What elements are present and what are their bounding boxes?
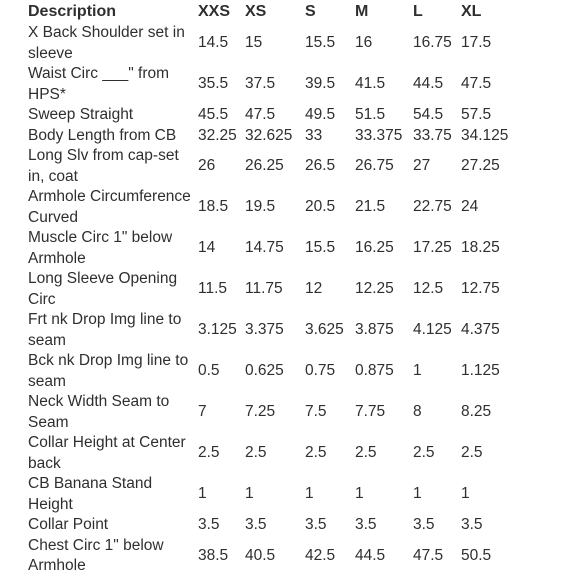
measurement-cell: 39.5 bbox=[305, 75, 336, 93]
measurement-cell: 15 bbox=[245, 34, 263, 52]
measurement-cell: 33 bbox=[305, 126, 323, 144]
measurement-cell: 3.875 bbox=[355, 321, 394, 339]
measurement-cell: 1.125 bbox=[461, 362, 500, 380]
measurement-cell: 14.75 bbox=[245, 239, 284, 257]
measurement-cell: 50.5 bbox=[461, 546, 492, 564]
measurement-cell: 11.75 bbox=[245, 280, 283, 298]
measurement-cell: 1 bbox=[413, 362, 422, 380]
measurement-cell: 47.5 bbox=[413, 546, 444, 564]
measurement-cell: 35.5 bbox=[198, 75, 229, 93]
table-row bbox=[23, 351, 516, 392]
column-header-size: XS bbox=[245, 3, 267, 20]
table-row bbox=[23, 64, 516, 105]
measurement-cell: 16 bbox=[355, 34, 373, 52]
row-label: Armhole Circumference Curved bbox=[28, 188, 191, 226]
measurement-cell: 45.5 bbox=[198, 106, 229, 123]
table-row bbox=[23, 126, 516, 147]
table-row bbox=[23, 392, 516, 433]
measurement-cell: 38.5 bbox=[198, 546, 229, 564]
measurement-cell: 22.75 bbox=[413, 198, 452, 216]
row-label: Muscle Circ 1" below Armhole bbox=[28, 229, 173, 267]
measurement-cell: 16.75 bbox=[413, 34, 452, 52]
table-row bbox=[23, 228, 516, 269]
measurement-cell: 34.125 bbox=[461, 126, 509, 144]
column-header-size: XXS bbox=[198, 3, 231, 20]
table-row bbox=[23, 187, 516, 228]
measurement-cell: 12.5 bbox=[413, 280, 444, 298]
table-body bbox=[23, 23, 516, 577]
measurement-cell: 49.5 bbox=[305, 106, 336, 123]
measurement-cell: 4.125 bbox=[413, 321, 452, 339]
row-label: Waist Circ ___" from HPS* bbox=[28, 65, 170, 103]
measurement-cell: 1 bbox=[461, 485, 470, 503]
measurement-cell: 19.5 bbox=[245, 198, 276, 216]
measurement-table bbox=[23, 1, 516, 577]
measurement-cell: 26.75 bbox=[355, 157, 394, 175]
measurement-cell: 17.5 bbox=[461, 34, 492, 52]
row-label: Long Slv from cap-set in, coat bbox=[28, 147, 179, 185]
measurement-cell: 3.125 bbox=[198, 321, 237, 339]
measurement-cell: 33.75 bbox=[413, 126, 452, 144]
row-label: Sweep Straight bbox=[28, 106, 134, 123]
measurement-cell: 8.25 bbox=[461, 403, 492, 421]
measurement-cell: 2.5 bbox=[461, 444, 483, 462]
measurement-cell: 18.5 bbox=[198, 198, 229, 216]
measurement-cell: 54.5 bbox=[413, 106, 444, 123]
measurement-cell: 3.5 bbox=[245, 516, 267, 533]
measurement-cell: 33.375 bbox=[355, 126, 403, 144]
table-row bbox=[23, 146, 516, 187]
measurement-cell: 3.5 bbox=[355, 516, 377, 533]
header-row bbox=[23, 1, 516, 23]
table-row bbox=[23, 474, 516, 515]
measurement-cell: 42.5 bbox=[305, 546, 336, 564]
measurement-cell: 15.5 bbox=[305, 34, 336, 52]
row-label: X Back Shoulder set in sleeve bbox=[28, 24, 185, 62]
row-label: Long Sleeve Opening Circ bbox=[28, 270, 178, 308]
measurement-cell: 51.5 bbox=[355, 106, 386, 123]
measurement-cell: 16.25 bbox=[355, 239, 394, 257]
row-label: Body Length from CB bbox=[28, 126, 177, 144]
measurement-cell: 3.5 bbox=[198, 516, 220, 533]
measurement-cell: 40.5 bbox=[245, 546, 276, 564]
measurement-cell: 26 bbox=[198, 157, 216, 175]
row-label: Neck Width Seam to Seam bbox=[28, 393, 170, 431]
measurement-cell: 1 bbox=[245, 485, 254, 503]
measurement-cell: 1 bbox=[413, 485, 422, 503]
measurement-cell: 26.5 bbox=[305, 157, 336, 175]
table-row bbox=[23, 269, 516, 310]
measurement-cell: 0.875 bbox=[355, 362, 394, 380]
table-row bbox=[23, 536, 516, 577]
measurement-cell: 0.75 bbox=[305, 362, 336, 380]
column-header-description: Description bbox=[28, 3, 117, 20]
measurement-cell: 1 bbox=[198, 485, 207, 503]
measurement-cell: 15.5 bbox=[305, 239, 336, 257]
measurement-cell: 20.5 bbox=[305, 198, 336, 216]
measurement-cell: 18.25 bbox=[461, 239, 500, 257]
measurement-cell: 14.5 bbox=[198, 34, 229, 52]
table-row bbox=[23, 23, 516, 64]
row-label: Chest Circ 1" below Armhole bbox=[28, 536, 164, 574]
measurement-cell: 44.5 bbox=[355, 546, 386, 564]
column-header-size: M bbox=[355, 3, 369, 20]
table-row bbox=[23, 433, 516, 474]
measurement-cell: 32.25 bbox=[198, 126, 237, 144]
measurement-cell: 32.625 bbox=[245, 126, 293, 144]
measurement-cell: 57.5 bbox=[461, 106, 492, 123]
measurement-cell: 17.25 bbox=[413, 239, 452, 257]
measurement-cell: 8 bbox=[413, 403, 422, 421]
measurement-cell: 21.5 bbox=[355, 198, 386, 216]
measurement-cell: 1 bbox=[355, 485, 364, 503]
measurement-cell: 12.25 bbox=[355, 280, 394, 298]
measurement-cell: 7.5 bbox=[305, 403, 327, 421]
measurement-cell: 3.5 bbox=[461, 516, 483, 533]
measurement-cell: 14 bbox=[198, 239, 216, 257]
measurement-cell: 0.5 bbox=[198, 362, 220, 380]
measurement-cell: 27.25 bbox=[461, 157, 500, 175]
measurement-cell: 3.5 bbox=[413, 516, 435, 533]
row-label: Collar Point bbox=[28, 516, 109, 533]
row-label: Frt nk Drop Img line to seam bbox=[28, 311, 182, 349]
measurement-cell: 26.25 bbox=[245, 157, 284, 175]
row-label: CB Banana Stand Height bbox=[28, 475, 153, 513]
measurement-cell: 2.5 bbox=[245, 444, 267, 462]
measurement-cell: 7.75 bbox=[355, 403, 386, 421]
measurement-cell: 47.5 bbox=[245, 106, 276, 123]
measurement-cell: 27 bbox=[413, 157, 431, 175]
measurement-cell: 41.5 bbox=[355, 75, 386, 93]
measurement-cell: 12 bbox=[305, 280, 323, 298]
measurement-cell: 2.5 bbox=[355, 444, 377, 462]
measurement-cell: 7 bbox=[198, 403, 207, 421]
measurement-cell: 37.5 bbox=[245, 75, 276, 93]
measurement-cell: 12.75 bbox=[461, 280, 500, 298]
measurement-cell: 2.5 bbox=[413, 444, 435, 462]
measurement-cell: 3.625 bbox=[305, 321, 344, 339]
column-header-size: L bbox=[413, 3, 423, 20]
measurement-cell: 24 bbox=[461, 198, 479, 216]
column-header-size: XL bbox=[461, 3, 482, 20]
measurement-cell: 7.25 bbox=[245, 403, 276, 421]
measurement-cell: 0.625 bbox=[245, 362, 284, 380]
measurement-cell: 44.5 bbox=[413, 75, 444, 93]
measurement-cell: 1 bbox=[305, 485, 314, 503]
row-label: Bck nk Drop Img line to seam bbox=[28, 352, 189, 390]
table-row bbox=[23, 105, 516, 126]
measurement-cell: 4.375 bbox=[461, 321, 500, 339]
measurement-cell: 2.5 bbox=[198, 444, 220, 462]
measurement-cell: 3.5 bbox=[305, 516, 327, 533]
measurement-cell: 11.5 bbox=[198, 280, 228, 298]
column-header-size: S bbox=[305, 3, 316, 20]
row-label: Collar Height at Center back bbox=[28, 434, 186, 472]
table-row bbox=[23, 515, 516, 536]
table-row bbox=[23, 310, 516, 351]
measurement-cell: 2.5 bbox=[305, 444, 327, 462]
measurement-cell: 3.375 bbox=[245, 321, 284, 339]
measurement-cell: 47.5 bbox=[461, 75, 492, 93]
